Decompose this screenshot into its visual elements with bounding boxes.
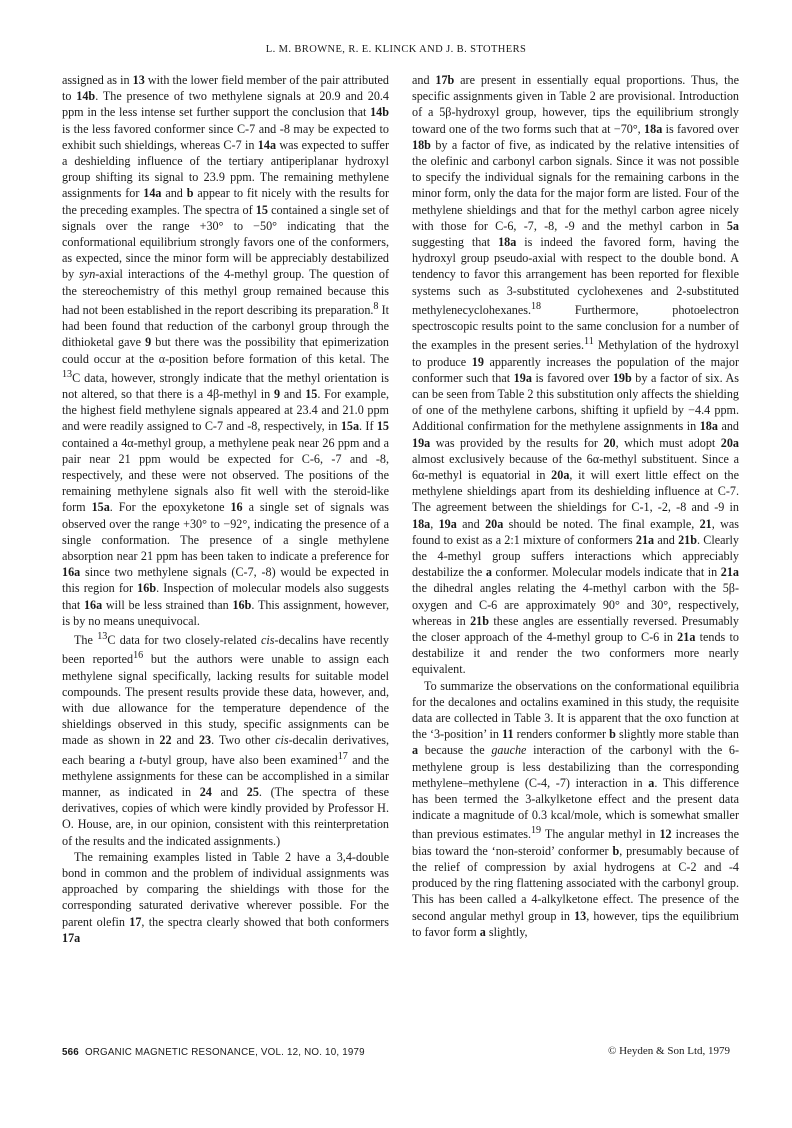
running-header: L. M. BROWNE, R. E. KLINCK AND J. B. STOTHERS — [265, 44, 527, 55]
copyright-notice: © Heyden & Son Ltd, 1979 — [607, 1045, 730, 1057]
paragraph: and 17b are present in essentially equal proportions. Thus, the specific assignments given in Table 2 are provisional. Introduction of a 5β-hydroxyl group, however, tips the equilibrium strongly toward one of the two forms such that at −70°, 18a is favored over 18b by a factor of five, as indicated by the relative intensities of the olefinic and carbonyl carbon signals. Since it was not possible to specify the individual signals for the remaining carbons in the minor form, only the data for the major form are listed. Four of the methylene shieldings and that for the methyl carbon agree nicely with those for C-6, -7, -8, -9 and the methyl carbon in 5a suggesting that 18a is indeed the favored form, having the hydroxyl group pseudo-axial with respect to the double bond. A tendency to favor this arrangement has been reported for flexible systems such as 3-substituted cyclohexenes and 2-substituted methylenecyclohexanes.$^{18}$ Furthermore, photoelectron spectroscopic results point to the same conclusion for a number of the examples in the present series.$^{11}$ Methylation of the hydroxyl to produce 19 apparently increases the population of the major conformer such that 19a is favored over 19b by a factor of six. As can be seen from Table 2 this substitution only affects the shielding of one of the methylene carbons, shifting it upfield by −4.4 ppm. Additional confirmation for the methylene assignments in 18a and 19a was provided by the results for 20, which must adopt 20a almost exclusively because of the 6α-methyl substituent. Since a 6α-methyl is equatorial in 20a, it will exert little effect on the methylene shieldings apart from its deshielding influence at C-7. The agreement between the shieldings for C-1, -2, -8 and -9 in 18a, 19a and 20a should be noted. The final example, 21, was found to exist as a 2:1 mixture of conformers 21a and 21b. Clearly the 4-methyl group suffers interactions which appreciably destabilize the a conformer. Molecular models indicate that in 21a the dihedral angles relating the 4-methyl carbon with the 5β-oxygen and C-6 are approximately 90° and 30°, respectively, whereas in 21b these angles are essentially reversed. Presumably the closer approach of the 4-methyl group to C-6 in 21a tends to destabilize it and render the two conformers more nearly equivalent. — [412, 73, 740, 677]
journal-citation: ORGANIC MAGNETIC RESONANCE, VOL. 12, NO. 10, 1979 — [84, 1047, 365, 1058]
left-column — [62, 72, 389, 946]
page-number: 566 — [62, 1047, 79, 1058]
paragraph: To summarize the observations on the conformational equilibria for the decalones and octalins examined in this study, the requisite data are collected in Table 3. It is apparent that the oxo function at the ‘3-position’ in 11 renders conformer b slightly more stable than a because the gauche interaction of the carbonyl with the 6-methylene group is less destabilizing than the corresponding methylene–methylene (C-4, -7) interaction in a. This difference has been termed the 3-alkylketone effect and the present data indicate a magnitude of 0.3 kcal/mole, which is somewhat smaller than previous estimates.$^{19}$ The angular methyl in 12 increases the bias toward the ‘non-steroid’ conformer b, presumably because of the relief of compression by axial hydrogens at C-2 and -4 produced by the ring flattening associated with the carbonyl group. This has been called a 4-alkylketone effect. The presence of the second angular methyl group in 13, however, tips the equilibrium to favor form a slightly, — [412, 678, 740, 939]
right-column — [412, 72, 739, 940]
paragraph: The remaining examples listed in Table 2 have a 3,4-double bond in common and the problem of individual assignments was approached by comparing the shieldings with those for the corresponding saturated derivative wherever possible. For the parent olefin 17, the spectra clearly showed that both conformers 17a — [62, 849, 389, 945]
page-footer — [62, 1047, 365, 1058]
paragraph: The $^{13}$C data for two closely-related cis-decalins have recently been reported$^{16}$ but the authors were unable to assign each methylene signal specifically, lacking results for suitable model compounds. The present results provide these data, however, and, with due allowance for the temperature dependence of the shieldings observed in this study, specific assignments can be made as shown in 22 and 23. Two other cis-decalin derivatives, each bearing a t-butyl group, have also been examined$^{17}$ and the methylene assignments for these can be accomplished in a similar manner, as indicated in 24 and 25. (The spectra of these derivatives, copies of which were kindly provided by Professor H. O. House, are, in our opinion, consistent with this reinterpretation of the results and the indicated assignments.) — [62, 631, 389, 848]
paragraph: assigned as in 13 with the lower field member of the pair attributed to 14b. The presence of two methylene signals at 20.9 and 20.4 ppm in the less intense set further support the conclusion that 14b is the less favored conformer since C-7 and -8 may be expected to exhibit such shieldings, whereas C-7 in 14a was expected to suffer a deshielding influence of the tertiary antiperiplanar hydroxyl group shifting its signal to 23.9 ppm. The remaining methylene assignments for 14a and b appear to fit nicely with the results for the preceding examples. The spectra of 15 contained a single set of signals over the range +30° to −50° indicating that the conformational equilibrium strongly favors one of the conformers, as expected, since the minor form will be appreciably destabilized by syn-axial interactions of the 4-methyl group. The question of the stereochemistry of this methyl group remained because this had not been established in the report describing its preparation.$^8$ It had been found that reduction of the carbonyl group through the dithioketal gave 9 but there was the possibility that epimerization could occur at the α-position before formation of this ketal. The $^{13}$C data, however, strongly indicate that the methyl orientation is not altered, so that there is a 4β-methyl in 9 and 15. For example, the highest field methylene signals appeared at 23.4 and 21.0 ppm and were readily assigned to C-7 and -8, respectively, in 15a. If 15 contained a 4α-methyl group, a methylene peak near 26 ppm and a pair near 21 ppm would be expected for C-6, -7 and -8, respectively, and these were not observed. The positions of the remaining methylene signals also fit well with the steroid-like form 15a. For the epoxyketone 16 a single set of signals was observed over the range +30° to −92°, indicating the presence of a single conformation. The presence of a single methylene absorption near 21 ppm has been taken to indicate a preference for 16a since two methylene signals (C-7, -8) would be expected in this region for 16b. Inspection of molecular models also suggests that 16a will be less strained than 16b. This assignment, however, is by no means unequivocal. — [62, 73, 390, 628]
